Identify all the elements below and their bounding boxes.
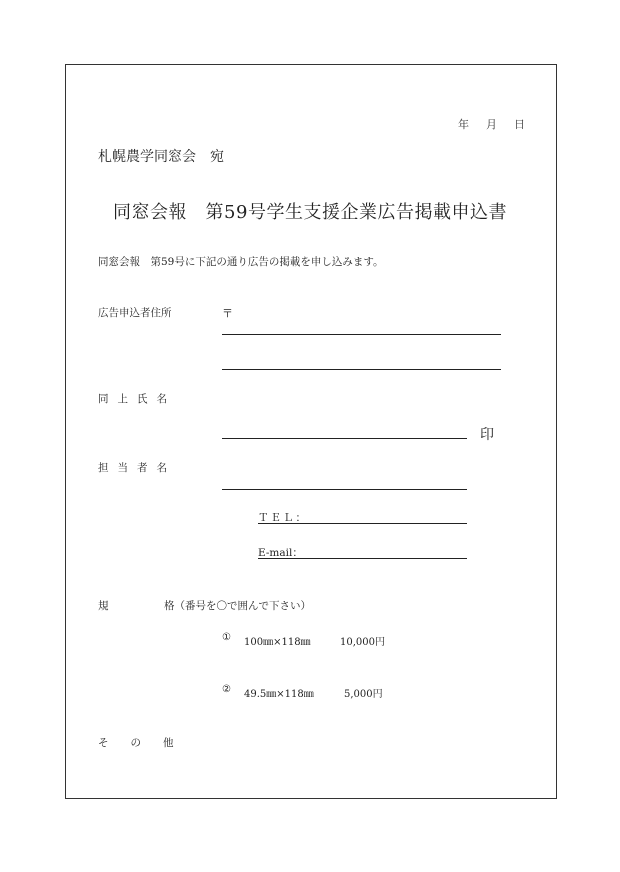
date-day-label: 日 — [514, 118, 525, 131]
tel-line[interactable] — [258, 523, 467, 524]
spec-option-2-price: 5,000円 — [344, 689, 383, 700]
other-label: その他 — [98, 737, 196, 749]
seal-mark: 印 — [480, 427, 494, 443]
spec-label-right: 格（番号を〇で囲んで下さい） — [164, 600, 311, 612]
postal-mark: 〒 — [222, 307, 233, 320]
name-line[interactable] — [222, 438, 467, 439]
spec-label-left: 規 — [98, 600, 109, 612]
person-label: 担当者名 — [98, 462, 176, 474]
spec-option-2-number[interactable]: ② — [222, 684, 231, 695]
name-label: 同上氏名 — [98, 393, 176, 405]
address-label: 広告申込者住所 — [98, 307, 172, 319]
spec-option-1-number[interactable]: ① — [222, 632, 231, 643]
page-title: 同窓会報 第59号学生支援企業広告掲載申込書 — [113, 202, 507, 223]
email-label: E-mail： — [258, 547, 303, 559]
spec-option-1-price: 10,000円 — [340, 637, 385, 648]
address-line-1[interactable] — [222, 334, 501, 335]
address-line-2[interactable] — [222, 369, 501, 370]
date-month-label: 月 — [486, 118, 497, 131]
email-line[interactable] — [258, 558, 467, 559]
intro-text: 同窓会報 第59号に下記の通り広告の掲載を申し込みます。 — [98, 256, 384, 268]
tel-label: ＴＥＬ： — [258, 512, 308, 524]
spec-option-2-size: 49.5㎜×118㎜ — [244, 689, 314, 700]
person-line[interactable] — [222, 489, 467, 490]
recipient: 札幌農学同窓会 宛 — [98, 149, 224, 165]
spec-option-1-size: 100㎜×118㎜ — [244, 637, 311, 648]
date-year-label: 年 — [458, 118, 469, 131]
